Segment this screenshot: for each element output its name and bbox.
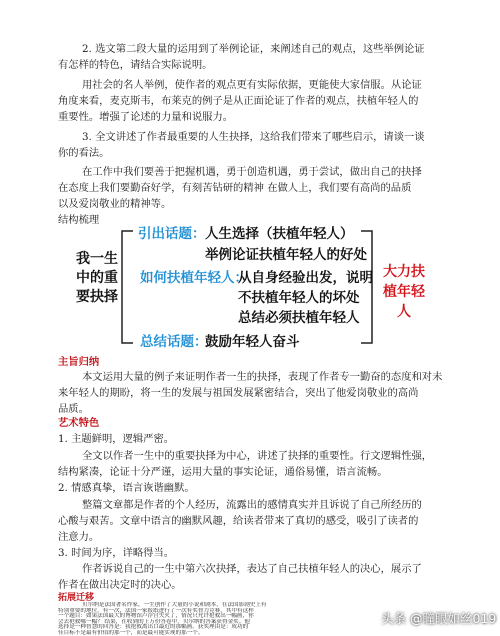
text-line: 结构紧凑，论证十分严谨，运用大量的事实论证，通俗易懂，语言流畅。 bbox=[58, 466, 388, 478]
text-line: 佳目标不是最有价值的那一个，而是最可能实现的那一个。 bbox=[58, 629, 204, 636]
text-line: 重要性。增强了论述的力量和说服力。 bbox=[58, 111, 234, 123]
text-line: 注意力。 bbox=[58, 531, 100, 543]
art-heading: 艺术特色 bbox=[58, 417, 100, 429]
text-line: 特别重要的地位。有一次，法国一家报纸进行了一次有奖智力竞赛，其中有这样 bbox=[58, 607, 254, 614]
text-line: 本文运用大量的例子来证明作者一生的抉择，表现了作者专一勤奋的态度和对未 bbox=[82, 371, 443, 383]
intro-text: 人生选择（扶植年轻人） bbox=[205, 226, 354, 242]
how-label: 如何扶植年轻人： bbox=[140, 270, 248, 286]
intro-label: 引出话题： bbox=[138, 226, 206, 242]
diagram-conclusion: 大力扶植年轻人 bbox=[383, 264, 425, 320]
text-line: 你的看法。 bbox=[58, 147, 110, 159]
how-text-2: 不扶植年轻人的坏处 bbox=[238, 290, 360, 306]
watermark: 头条 @瞳眼如丝019 bbox=[381, 611, 497, 626]
extend-heading: 拓展迁移 bbox=[58, 593, 95, 603]
how-text-3: 总结必须扶植年轻人 bbox=[238, 310, 360, 326]
text-line: 心酸与艰苦。文章中语言的幽默风趣，给读者带来了真切的感受，吸引了读者的 bbox=[58, 515, 419, 527]
text-line: 3. 时间为序，详略得当。 bbox=[58, 547, 175, 559]
text-line: 作者在做出决定时的决心。 bbox=[58, 579, 182, 591]
text-line: 2. 选文第二段大量的运用到了举例论证，来阐述自己的观点，这些举例论证 bbox=[82, 43, 425, 55]
text-line: 在工作中我们要善于把握机遇，勇于创造机遇，勇于尝试，做出自己的抉择 bbox=[82, 166, 422, 178]
theme-heading: 主旨归纳 bbox=[58, 356, 100, 368]
text-line: 结构梳理 bbox=[58, 214, 100, 226]
text-line: 在态度上我们要勤奋好学，有刻苦钻研的精神 在做人上，我们要有高尚的品质 bbox=[58, 182, 412, 194]
text-line: 以及爱岗敬业的精神等。 bbox=[58, 198, 172, 210]
example-text: 举例论证扶植年轻人的好处 bbox=[205, 247, 367, 263]
text-line: 一个题目：如果法国最大的博物馆卢浮宫失火了，情况只允许抢救出一幅画，你 bbox=[58, 613, 254, 619]
text-line: 用社会的名人举例，使作者的观点更有实际依据，更能使大家信服。从论证 bbox=[82, 79, 422, 91]
text-line: 来年轻人的期盼，将一生的发展与祖国发展紧密结合，突出了他爱岗敬业的高尚 bbox=[58, 387, 419, 399]
text-line: 有怎样的特色，请结合实际说明。 bbox=[58, 59, 213, 71]
text-line: 品质。 bbox=[58, 403, 89, 415]
text-line: 会去抢救哪一幅？ 结果，在收到的上万份答卷中，贝尔纳的答案获得金奖。他 bbox=[58, 618, 250, 625]
summary-text: 鼓励年轻人奋斗 bbox=[205, 334, 300, 350]
left-bracket bbox=[122, 231, 133, 343]
text-line: 角度来看，麦克斯韦，布莱克的例子是从正面论证了作者的观点，扶植年轻人的 bbox=[58, 95, 419, 107]
text-line: 贝尔纳是法国著名作家，一生创作了大量的小说和剧本，在法国影剧史上有 bbox=[82, 602, 267, 608]
text-line: 作者诉说自己的一生中第六次抉择，表达了自己扶植年轻人的决心，展示了 bbox=[82, 563, 422, 575]
text-line: 整篇文章都是作者的个人经历，流露出的感情真实并且诉说了自己所经历的 bbox=[82, 499, 422, 511]
text-line: 1. 主题鲜明，逻辑严密。 bbox=[58, 433, 175, 445]
diagram-center-title: 我一生中的重要抉择 bbox=[76, 251, 118, 305]
text-line: 3. 全文讲述了作者最重要的人生抉择，这给我们带来了哪些启示，请谈一谈 bbox=[82, 131, 425, 143]
text-line: 选择是一种智慧的回答是：我抢救离出口最近的那幅画。获奖理由是：成功的 bbox=[58, 624, 249, 630]
text-line: 2. 情感真挚，语言诙谐幽默。 bbox=[58, 482, 195, 494]
summary-label: 总结话题： bbox=[140, 334, 208, 350]
how-text-1: 从自身经验出发，说明 bbox=[238, 270, 373, 286]
text-line: 全文以作者一生中的重要抉择为中心，讲述了抉择的重要性。行文逻辑性强， bbox=[82, 450, 433, 462]
